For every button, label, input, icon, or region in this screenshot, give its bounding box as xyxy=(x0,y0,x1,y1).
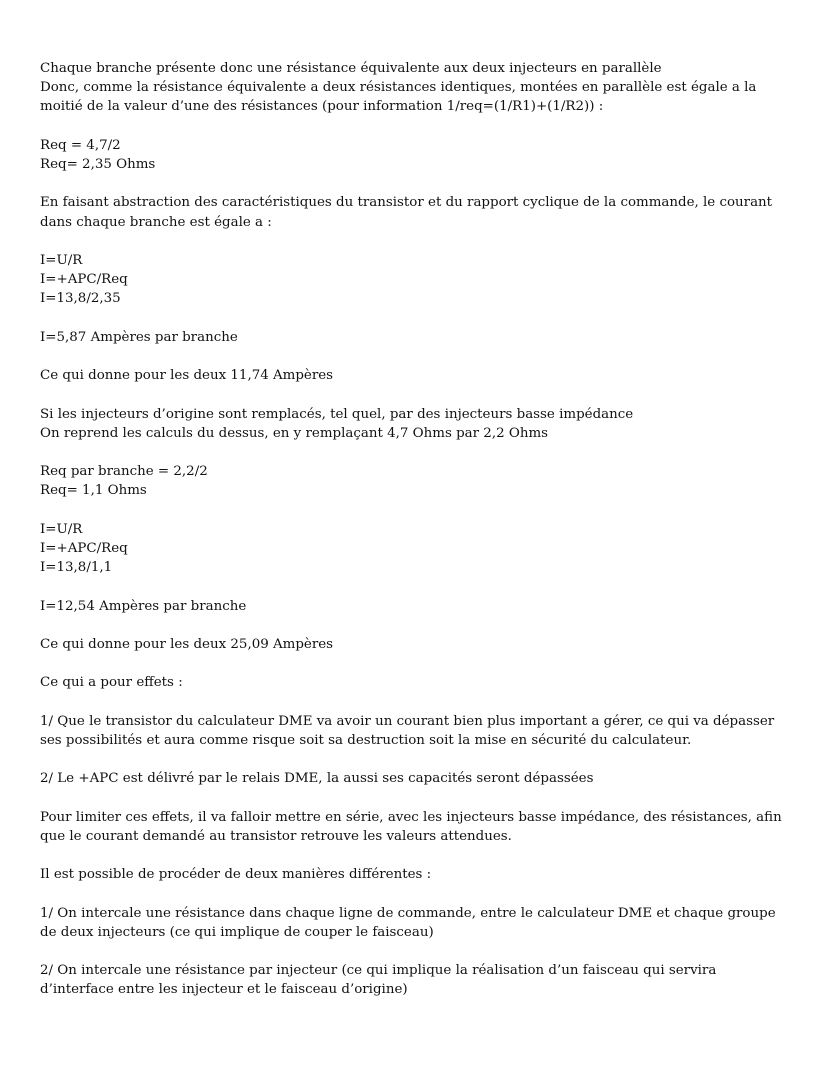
text-line: 1/ Que le transistor du calculateur DME va avoir un courant bien plus important a gérer, ce qui va dépasser xyxy=(40,713,775,729)
paragraph-gap xyxy=(40,309,800,328)
paragraph-formula xyxy=(40,251,800,309)
text-line: de deux injecteurs (ce qui implique de couper le faisceau) xyxy=(40,924,434,940)
text-line: Req par branche = 2,2/2 xyxy=(40,464,208,480)
text-line: que le courant demandé au transistor retrouve les valeurs attendues. xyxy=(40,828,512,844)
paragraph-method-1 xyxy=(40,904,800,942)
paragraph-gap xyxy=(40,750,800,769)
text-line: I=U/R xyxy=(40,252,83,268)
text-line: I=12,54 Ampères par branche xyxy=(40,598,247,614)
paragraph-gap xyxy=(40,616,800,635)
text-line: Ce qui a pour effets : xyxy=(40,675,183,691)
paragraph-intro xyxy=(40,59,800,117)
paragraph-req-calc-low xyxy=(40,462,800,500)
paragraph-replacement xyxy=(40,405,800,443)
text-line: d’interface entre les injecteur et le faisceau d’origine) xyxy=(40,982,408,998)
paragraph-gap xyxy=(40,654,800,673)
text-line: I=13,8/1,1 xyxy=(40,560,113,576)
text-line: Si les injecteurs d’origine sont remplacés, tel quel, par des injecteurs basse impédance xyxy=(40,406,634,422)
paragraph-effects-heading xyxy=(40,673,800,692)
text-line: Donc, comme la résistance équivalente a deux résistances identiques, montées en parallèle est égale a la xyxy=(40,80,757,96)
text-line: En faisant abstraction des caractéristiques du transistor et du rapport cyclique de la commande, le courant xyxy=(40,195,773,211)
text-line: Req= 1,1 Ohms xyxy=(40,483,147,499)
text-line: On reprend les calculs du dessus, en y remplaçant 4,7 Ohms par 2,2 Ohms xyxy=(40,425,549,441)
paragraph-gap xyxy=(40,577,800,596)
paragraph-formula-low xyxy=(40,520,800,578)
paragraph-gap xyxy=(40,443,800,462)
paragraph-method-2 xyxy=(40,961,800,999)
text-line: Il est possible de procéder de deux manières différentes : xyxy=(40,867,432,883)
text-line: 1/ On intercale une résistance dans chaque ligne de commande, entre le calculateur DME et chaque groupe xyxy=(40,905,776,921)
paragraph-gap xyxy=(40,232,800,251)
text-line: I=5,87 Ampères par branche xyxy=(40,329,238,345)
text-line: dans chaque branche est égale a : xyxy=(40,214,272,230)
paragraph-result-low xyxy=(40,597,800,616)
text-line: I=U/R xyxy=(40,521,83,537)
text-line: moitié de la valeur d’une des résistances (pour information 1/req=(1/R1)+(1/R2)) : xyxy=(40,99,604,115)
paragraph-gap xyxy=(40,347,800,366)
text-line: Ce qui donne pour les deux 11,74 Ampères xyxy=(40,368,334,384)
text-line: 2/ Le +APC est délivré par le relais DME, la aussi ses capacités seront dépassées xyxy=(40,771,594,787)
text-line: I=+APC/Req xyxy=(40,272,128,288)
paragraph-effect-1 xyxy=(40,712,800,750)
paragraph-gap xyxy=(40,693,800,712)
text-line: I=13,8/2,35 xyxy=(40,291,121,307)
paragraph-methods-heading xyxy=(40,865,800,884)
paragraph-req-calc xyxy=(40,136,800,174)
text-line: Ce qui donne pour les deux 25,09 Ampères xyxy=(40,636,334,652)
document-body xyxy=(40,59,800,1000)
paragraph-current-intro xyxy=(40,193,800,231)
paragraph-gap xyxy=(40,174,800,193)
paragraph-result xyxy=(40,328,800,347)
text-line: ses possibilités et aura comme risque soit sa destruction soit la mise en sécurité du calculateur. xyxy=(40,732,692,748)
paragraph-gap xyxy=(40,942,800,961)
text-line: Pour limiter ces effets, il va falloir mettre en série, avec les injecteurs basse impédance, des résistances, afin xyxy=(40,809,782,825)
text-line: 2/ On intercale une résistance par injecteur (ce qui implique la réalisation d’un faisceau qui servira xyxy=(40,963,717,979)
paragraph-gap xyxy=(40,385,800,404)
paragraph-total-low xyxy=(40,635,800,654)
paragraph-gap xyxy=(40,846,800,865)
text-line: Chaque branche présente donc une résistance équivalente aux deux injecteurs en parallèle xyxy=(40,61,662,76)
paragraph-total xyxy=(40,366,800,385)
paragraph-gap xyxy=(40,117,800,136)
paragraph-effect-2 xyxy=(40,769,800,788)
text-line: I=+APC/Req xyxy=(40,540,128,556)
paragraph-gap xyxy=(40,501,800,520)
text-line: Req= 2,35 Ohms xyxy=(40,157,156,172)
paragraph-gap xyxy=(40,885,800,904)
text-line: Req = 4,7/2 xyxy=(40,137,121,153)
paragraph-mitigation xyxy=(40,808,800,846)
paragraph-gap xyxy=(40,789,800,808)
